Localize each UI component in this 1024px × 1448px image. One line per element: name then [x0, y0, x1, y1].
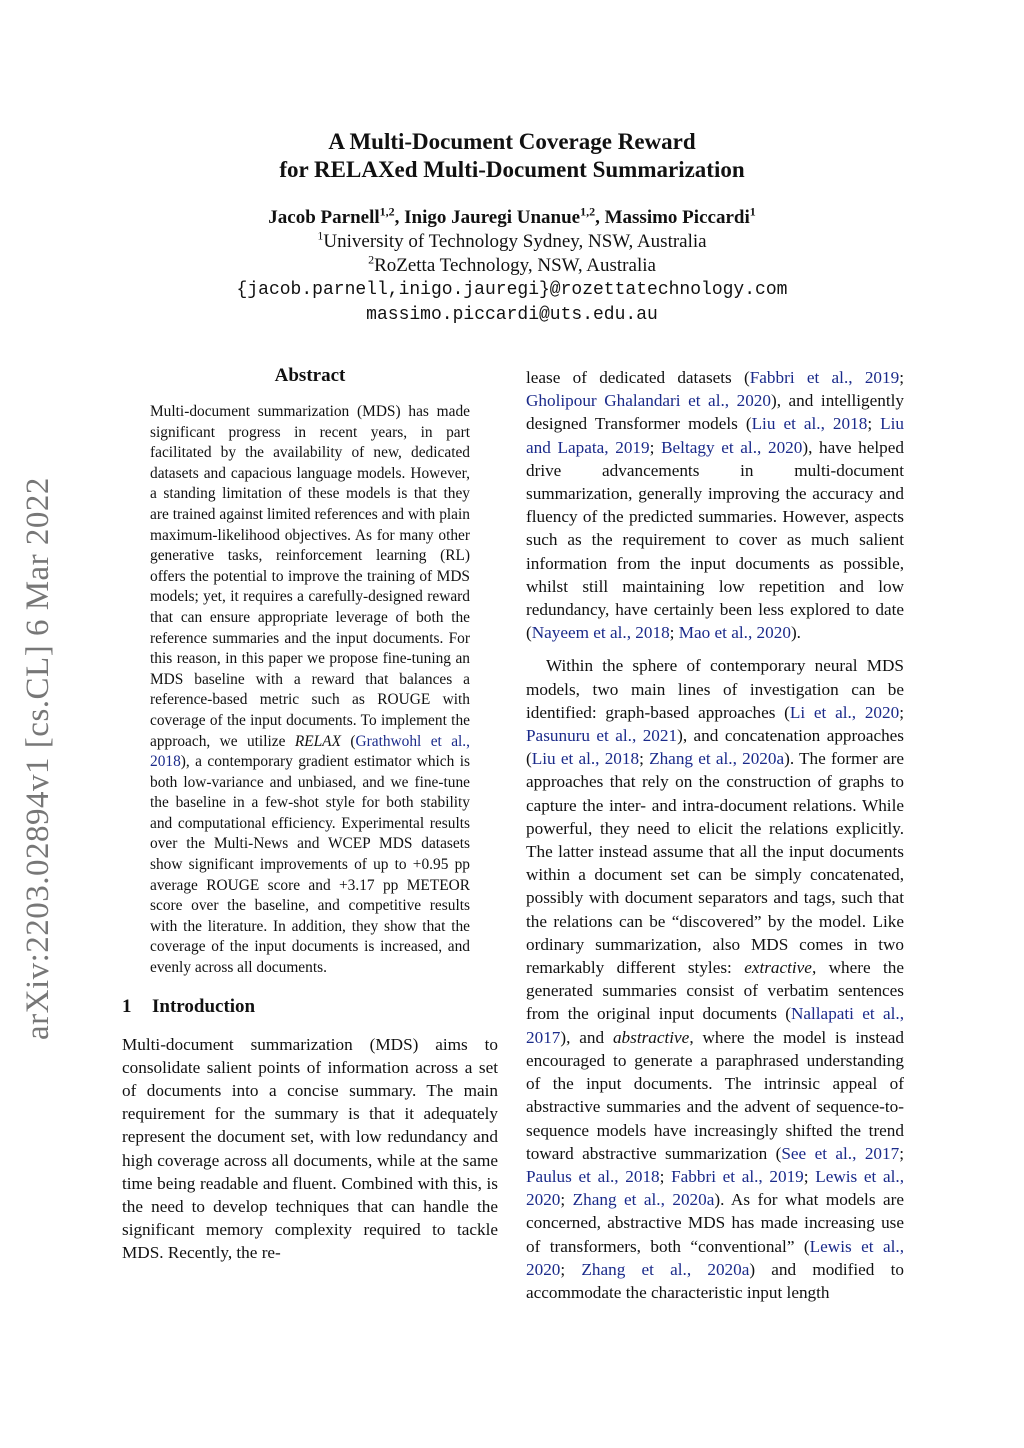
citation-link[interactable]: Mao et al., 2020	[678, 623, 791, 643]
citation-link[interactable]: Nallapati et al., 2017	[526, 1004, 904, 1047]
affiliation-1: $^1$University of Technology Sydney, NSW, Australia	[317, 228, 707, 252]
citation-link[interactable]: Grathwohl et al., 2018	[150, 732, 470, 771]
citation-link[interactable]: Liu et al., 2018	[751, 414, 868, 434]
email-2: massimo.piccardi@uts.edu.au	[366, 305, 658, 325]
citation-link[interactable]: Zhang et al., 2020a	[572, 1190, 715, 1210]
arxiv-identifier: arXiv:2203.02894v1 [cs.CL] 6 Mar 2022	[20, 477, 56, 1040]
abstract-heading: Abstract	[274, 365, 346, 386]
citation-link[interactable]: Zhang et al., 2020a	[649, 749, 785, 769]
title-line-1: A Multi-Document Coverage Reward	[328, 129, 696, 154]
section-heading-introduction: 1 Introduction	[122, 995, 256, 1017]
citation-link[interactable]: Fabbri et al., 2019	[749, 368, 900, 387]
intro-paragraph-1: Multi-document summarization (MDS) aims to consolidate salient points of information across a set of documents into a concise summary. The main requirement for the summary is that it adequately represent the document set, with low redundancy and high coverage across all documents, while at the same time being readable and fluent. Combined with this, is the need to develop techniques that can handle the significant memory complexity required to tackle MDS. Recently, the re-	[122, 1034, 498, 1263]
author-1: Jacob Parnell	[268, 207, 380, 228]
abstractive-term: abstractive	[612, 1027, 690, 1047]
citation-link[interactable]: Liu and Lapata, 2019	[526, 414, 904, 457]
intro-paragraph-2: Within the sphere of contemporary neural MDS models, two main lines of investigation can be identified: graph-based approaches (Li et al., 2020; Pasunuru et al., 2021), and concatenation approaches (Liu et al., 2018; Zhang et al., 2020a). The former are approaches that rely on the construction of graphs to capture the inter- and intra-document relations. While powerful, they need to elicit the relations explicitly. The latter instead assume that all the input documents within a document set can be simply concatenated, possibly with document separators and tags, such that the relations can be “discovered” by the model. Like ordinary summarization, also MDS comes in two remarkably different styles: extractive, where the generated summaries consist of verbatim sentences from the original input documents (Nallapati et al., 2017), and abstractive, where the model is instead encouraged to generate a paraphrased understanding of the input documents. The intrinsic appeal of abstractive summaries and the advent of sequence-to-sequence models have increasingly shifted the trend toward abstractive summarization (See et al., 2017; Paulus et al., 2018; Fabbri et al., 2019; Lewis et al., 2020; Zhang et al., 2020a). As for what models are concerned, abstractive MDS has made increasing use of transformers, both “conventional” (Lewis et al., 2020; Zhang et al., 2020a) and modified to accommodate the characteristic input length	[526, 656, 904, 1302]
intro-paragraph-1-continued: lease of dedicated datasets (Fabbri et al., 2019; Gholipour Ghalandari et al., 2020), and intelligently designed Transformer models (Liu et al., 2018; Liu and Lapata, 2019; Beltagy et al., 2020), have helped drive advancements in multi-document summarization, generally improving the accuracy and fluency of the predicted summaries. However, aspects such as the requirement to cover as much salient information from the input documents as possible, whilst still maintaining low repetition and low redundancy, have certainly been less explored to date (Nayeem et al., 2018; Mao et al., 2020).	[526, 368, 904, 643]
relax-term: RELAX	[294, 732, 341, 750]
citation-link[interactable]: Nayeem et al., 2018	[531, 623, 670, 643]
citation-link[interactable]: Lewis et al., 2020	[526, 1166, 904, 1210]
paper-title	[0, 128, 1024, 184]
citation-link[interactable]: Beltagy et al., 2020	[661, 437, 803, 457]
author-2: Inigo Jauregi Unanue	[404, 207, 581, 228]
email-1: {jacob.parnell,inigo.jauregi}@rozettatechnology.com	[236, 280, 788, 300]
citation-link[interactable]: Li et al., 2020	[789, 702, 900, 722]
citation-link[interactable]: Gholipour Ghalandari et al., 2020	[526, 391, 771, 411]
author-1-affil: 1,2	[379, 204, 395, 219]
citation-link[interactable]: Zhang et al., 2020a	[581, 1259, 750, 1279]
citation-link[interactable]: Liu et al., 2018	[531, 749, 640, 769]
author-3-affil: 1	[749, 204, 756, 219]
abstract-text: Multi-document summarization (MDS) has made significant progress in recent years, in part facilitated by the availability of new, dedicated datasets and capacious language models. However, a standing limitation of these models is that they are trained against limited references and with plain maximum-likelihood objectives. As for many other generative tasks, reinforcement learning (RL) offers the potential to improve the training of MDS models; yet, it requires a carefully-designed reward that can ensure appropriate leverage of both the reference summaries and the input documents. For this reason, in this paper we propose fine-tuning an MDS baseline with a reward that balances a reference-based metric such as ROUGE with coverage of the input documents. To implement the approach, we utilize RELAX (Grathwohl et al., 2018), a contemporary gradient estimator which is both low-variance and unbiased, and we fine-tune the baseline in a few-shot style for both stability and computational efficiency. Experimental results over the Multi-News and WCEP MDS datasets show significant improvements of up to +0.95 pp average ROUGE score and +3.17 pp METEOR score over the baseline, and competitive results with the literature. In addition, they show that the coverage of the input documents is increased, and evenly across all documents.	[150, 403, 470, 977]
author-names: Jacob Parnell$^{1,2}$, Inigo Jauregi Unanue$^{1,2}$, Massimo Piccardi$^1$	[268, 204, 756, 228]
author-block	[0, 206, 1024, 328]
citation-link[interactable]: Pasunuru et al., 2021	[526, 726, 678, 746]
citation-link[interactable]: Fabbri et al., 2019	[671, 1166, 804, 1186]
citation-link[interactable]: Paulus et al., 2018	[526, 1166, 660, 1186]
author-2-affil: 1,2	[580, 204, 596, 219]
citation-link[interactable]: Lewis et al., 2020	[526, 1236, 904, 1279]
citation-link[interactable]: See et al., 2017	[781, 1143, 900, 1163]
title-line-2: for RELAXed Multi-Document Summarization	[279, 157, 745, 182]
affiliation-2: $^2$RoZetta Technology, NSW, Australia	[368, 252, 656, 276]
right-column	[526, 366, 904, 1304]
left-column	[122, 364, 498, 1265]
author-3: Massimo Piccardi	[604, 207, 750, 228]
extractive-term: extractive	[744, 958, 812, 978]
